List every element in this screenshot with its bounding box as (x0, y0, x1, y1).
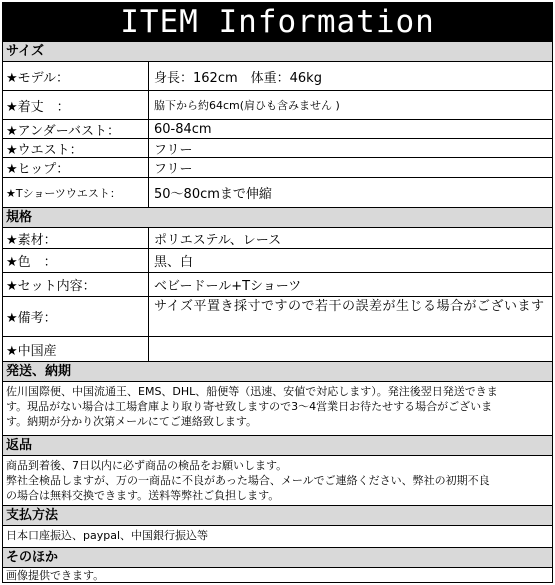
spec-row-label: ★素材： (3, 228, 149, 248)
shipping-line: す。現品がない場合は工場倉庫より取り寄せ致しますので3～4営業日お待たせする場合がございま (6, 400, 493, 413)
returns-section-heading: 返品 (3, 435, 552, 456)
spec-row-value: サイズ平置き採寸ですので若干の誤差が生じる場合がございます (154, 299, 545, 314)
spec-row-value: ポリエステル、レース (154, 232, 282, 248)
spec-row-set-contents (3, 273, 552, 297)
spec-row-label: ★中国産 (3, 337, 149, 361)
payment-line: 日本口座振込、paypal、中国銀行振込等 (6, 529, 209, 542)
returns-text (3, 456, 552, 507)
spec-row-value: ベビードール+Tショーツ (154, 279, 302, 294)
size-row-label: ★Tショーツウエスト： (3, 178, 149, 207)
payment-text (3, 526, 552, 547)
size-row-label: ★アンダーバスト： (3, 120, 149, 138)
other-line: 画像提供できます。 (6, 569, 105, 582)
size-row-label: ★モデル： (3, 62, 149, 90)
shipping-line: す。納期が分かり次第メールにてご連絡致します。 (6, 415, 258, 428)
other-text (3, 568, 552, 583)
size-row-value: 50～80cmまで伸縮 (154, 187, 272, 202)
size-row-length (3, 91, 552, 120)
shipping-text (3, 382, 552, 435)
size-row-label: ★ウエスト： (3, 139, 149, 157)
page-title: ITEM Information (3, 3, 552, 41)
size-row-model (3, 62, 552, 91)
size-section-heading: サイズ (3, 41, 552, 62)
item-information-sheet (2, 2, 553, 583)
size-row-hip (3, 158, 552, 178)
size-row-value: 60-84cm (154, 121, 212, 137)
other-section-heading: そのほか (3, 547, 552, 568)
size-row-value: フリー (154, 162, 193, 177)
spec-row-material (3, 228, 552, 249)
size-row-value: フリー (154, 142, 193, 158)
spec-section-heading: 規格 (3, 207, 552, 228)
spec-row-label: ★色 ： (3, 249, 149, 272)
size-row-waist (3, 139, 552, 158)
spec-row-label: ★備考： (3, 297, 149, 336)
size-row-label: ★ヒップ： (3, 158, 149, 177)
shipping-line: 佐川国際便、中国流通王、EMS、DHL、船便等（迅速、安値で対応します）。発注後翌日発送できま (6, 385, 498, 398)
spec-row-origin (3, 337, 552, 361)
spec-row-value: 黒、白 (154, 255, 194, 270)
payment-section-heading: 支払方法 (3, 505, 552, 526)
size-row-shorts-waist (3, 178, 552, 207)
spec-row-color (3, 249, 552, 273)
size-row-label: ★着丈 ： (3, 91, 149, 119)
size-row-value: 脇下から約64cm(肩ひも含みません ) (154, 99, 340, 112)
spec-row-label: ★セット内容： (3, 273, 149, 296)
returns-line: 弊社全検品しますが、万の一商品に不良があった場合、メールでご連絡ください、弊社の初期不良 (6, 474, 490, 487)
returns-line: 商品到着後、7日以内に必ず商品の検品をお願いします。 (6, 459, 288, 472)
spec-row-notes (3, 297, 552, 337)
shipping-section-heading: 発送、納期 (3, 361, 552, 382)
spec-row-value (154, 337, 548, 361)
size-row-value: 身長：162cm 体重：46kg (154, 70, 322, 86)
size-row-underbust (3, 120, 552, 139)
returns-line: の場合は無料交換できます。送料等弊社ご負担します。 (6, 489, 280, 502)
